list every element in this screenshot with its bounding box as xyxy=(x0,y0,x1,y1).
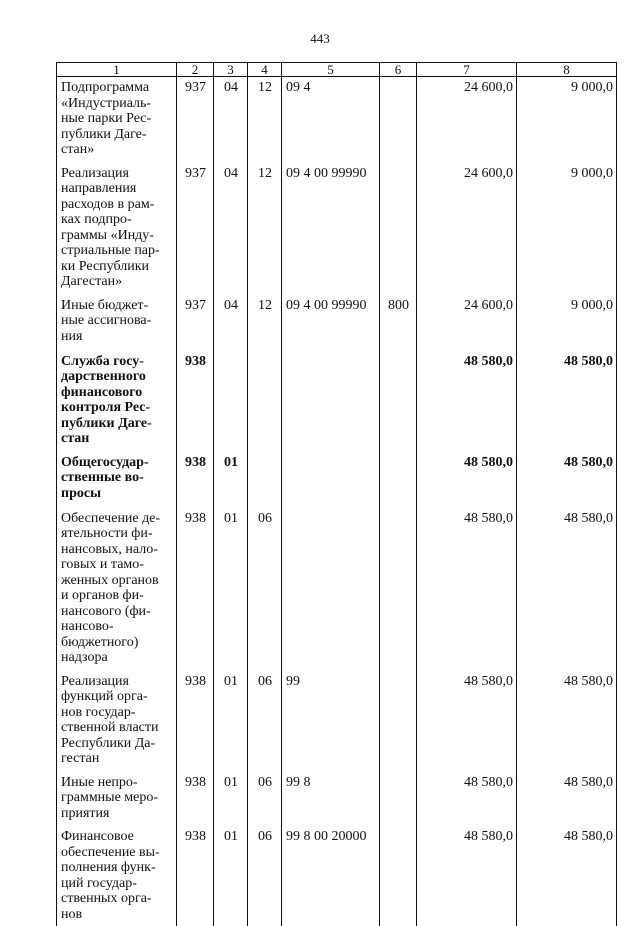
row-name-line: контроля Рес- xyxy=(61,400,173,416)
row-name-line: ственной власти xyxy=(61,720,173,736)
section-code-cell: 01 xyxy=(214,670,248,771)
amount-year1-cell: 48 580,0 xyxy=(417,507,517,670)
row-name-line: говых и тамо- xyxy=(61,557,173,573)
row-name-line: ственных орга- xyxy=(61,891,173,907)
table-header xyxy=(57,63,617,77)
row-name-line: Реализация xyxy=(61,674,173,690)
row-name-line: Иные непро- xyxy=(61,775,173,791)
column-header-2: 2 xyxy=(177,63,214,77)
subsection-code-cell xyxy=(248,451,282,507)
table-row xyxy=(57,162,617,294)
row-name-line: Служба госу- xyxy=(61,354,173,370)
row-name-line: расходов в рам- xyxy=(61,197,173,213)
admin-code-cell: 938 xyxy=(177,825,214,926)
row-name-line: просы xyxy=(61,486,173,502)
page-number: 443 xyxy=(0,31,640,47)
row-name-line: Республики Да- xyxy=(61,736,173,752)
row-name-cell xyxy=(57,162,177,294)
row-name-line: ций государ- xyxy=(61,876,173,892)
amount-year1-cell: 48 580,0 xyxy=(417,771,517,826)
row-name-cell xyxy=(57,77,177,162)
row-name-line: Обеспечение де- xyxy=(61,511,173,527)
row-name-line: «Индустриаль- xyxy=(61,96,173,112)
row-name-cell xyxy=(57,294,177,350)
section-code-cell xyxy=(214,350,248,451)
row-name-line: публики Даге- xyxy=(61,416,173,432)
row-name-line: Подпрограмма xyxy=(61,80,173,96)
target-code-cell: 99 8 xyxy=(282,771,380,826)
column-header-5: 5 xyxy=(282,63,380,77)
expense-type-cell xyxy=(380,77,417,162)
section-code-cell: 01 xyxy=(214,507,248,670)
row-name-line: Финансовое xyxy=(61,829,173,845)
amount-year2-cell: 48 580,0 xyxy=(517,507,617,670)
target-code-cell: 09 4 xyxy=(282,77,380,162)
row-name-line: нов xyxy=(61,907,173,923)
row-name-line: публики Даге- xyxy=(61,127,173,143)
subsection-code-cell: 06 xyxy=(248,670,282,771)
amount-year1-cell: 24 600,0 xyxy=(417,162,517,294)
admin-code-cell: 937 xyxy=(177,162,214,294)
admin-code-cell: 938 xyxy=(177,507,214,670)
amount-year1-cell: 48 580,0 xyxy=(417,451,517,507)
row-name-line: ные парки Рес- xyxy=(61,111,173,127)
row-name-line: направления xyxy=(61,181,173,197)
row-name-cell xyxy=(57,825,177,926)
row-name-line: функций орга- xyxy=(61,689,173,705)
expense-type-cell xyxy=(380,670,417,771)
row-name-line: обеспечение вы- xyxy=(61,845,173,861)
row-name-line: бюджетного) xyxy=(61,635,173,651)
expense-type-cell xyxy=(380,162,417,294)
admin-code-cell: 938 xyxy=(177,451,214,507)
row-name-line: и органов фи- xyxy=(61,588,173,604)
section-code-cell: 01 xyxy=(214,451,248,507)
table-body xyxy=(57,77,617,926)
table-row xyxy=(57,451,617,507)
row-name-line: полнения функ- xyxy=(61,860,173,876)
amount-year1-cell: 48 580,0 xyxy=(417,670,517,771)
column-header-6: 6 xyxy=(380,63,417,77)
amount-year2-cell: 9 000,0 xyxy=(517,294,617,350)
admin-code-cell: 937 xyxy=(177,77,214,162)
row-name-line: женных органов xyxy=(61,573,173,589)
table-row xyxy=(57,825,617,926)
budget-table xyxy=(56,62,617,926)
amount-year2-cell: 48 580,0 xyxy=(517,825,617,926)
section-code-cell: 01 xyxy=(214,825,248,926)
column-header-3: 3 xyxy=(214,63,248,77)
row-name-line: дарственного xyxy=(61,369,173,385)
row-name-line: финансового xyxy=(61,385,173,401)
section-code-cell: 01 xyxy=(214,771,248,826)
row-name-line: нансово- xyxy=(61,619,173,635)
row-name-line: стриальные пар- xyxy=(61,243,173,259)
subsection-code-cell: 06 xyxy=(248,507,282,670)
subsection-code-cell: 12 xyxy=(248,162,282,294)
amount-year1-cell: 24 600,0 xyxy=(417,294,517,350)
admin-code-cell: 938 xyxy=(177,350,214,451)
expense-type-cell xyxy=(380,451,417,507)
row-name-line: гестан xyxy=(61,751,173,767)
column-header-1: 1 xyxy=(57,63,177,77)
expense-type-cell xyxy=(380,507,417,670)
admin-code-cell: 938 xyxy=(177,771,214,826)
row-name-cell xyxy=(57,507,177,670)
table-row xyxy=(57,294,617,350)
table-row xyxy=(57,771,617,826)
column-header-8: 8 xyxy=(517,63,617,77)
target-code-cell xyxy=(282,350,380,451)
row-name-line: граммы «Инду- xyxy=(61,228,173,244)
expense-type-cell xyxy=(380,350,417,451)
amount-year1-cell: 48 580,0 xyxy=(417,350,517,451)
table-row xyxy=(57,350,617,451)
row-name-cell xyxy=(57,451,177,507)
row-name-line: ках подпро- xyxy=(61,212,173,228)
row-name-line: Реализация xyxy=(61,166,173,182)
section-code-cell: 04 xyxy=(214,162,248,294)
subsection-code-cell: 12 xyxy=(248,77,282,162)
amount-year1-cell: 24 600,0 xyxy=(417,77,517,162)
amount-year2-cell: 48 580,0 xyxy=(517,670,617,771)
table-row xyxy=(57,507,617,670)
subsection-code-cell: 06 xyxy=(248,771,282,826)
row-name-line: ные ассигнова- xyxy=(61,313,173,329)
amount-year1-cell: 48 580,0 xyxy=(417,825,517,926)
row-name-line: Иные бюджет- xyxy=(61,298,173,314)
row-name-line: ки Республики xyxy=(61,259,173,275)
target-code-cell: 99 xyxy=(282,670,380,771)
amount-year2-cell: 48 580,0 xyxy=(517,451,617,507)
expense-type-cell xyxy=(380,771,417,826)
amount-year2-cell: 9 000,0 xyxy=(517,77,617,162)
row-name-line: стан» xyxy=(61,142,173,158)
header-row xyxy=(57,63,617,77)
amount-year2-cell: 48 580,0 xyxy=(517,771,617,826)
row-name-line: приятия xyxy=(61,806,173,822)
row-name-cell xyxy=(57,771,177,826)
column-header-4: 4 xyxy=(248,63,282,77)
row-name-line: Дагестан» xyxy=(61,274,173,290)
table-row xyxy=(57,670,617,771)
column-header-7: 7 xyxy=(417,63,517,77)
table-row xyxy=(57,77,617,162)
expense-type-cell: 800 xyxy=(380,294,417,350)
row-name-cell xyxy=(57,350,177,451)
admin-code-cell: 938 xyxy=(177,670,214,771)
row-name-line: стан xyxy=(61,431,173,447)
target-code-cell: 09 4 00 99990 xyxy=(282,162,380,294)
subsection-code-cell: 12 xyxy=(248,294,282,350)
section-code-cell: 04 xyxy=(214,294,248,350)
subsection-code-cell xyxy=(248,350,282,451)
subsection-code-cell: 06 xyxy=(248,825,282,926)
row-name-line: граммные меро- xyxy=(61,790,173,806)
row-name-line: ственные во- xyxy=(61,470,173,486)
section-code-cell: 04 xyxy=(214,77,248,162)
admin-code-cell: 937 xyxy=(177,294,214,350)
row-name-line: надзора xyxy=(61,650,173,666)
amount-year2-cell: 9 000,0 xyxy=(517,162,617,294)
row-name-cell xyxy=(57,670,177,771)
row-name-line: Общегосудар- xyxy=(61,455,173,471)
target-code-cell: 09 4 00 99990 xyxy=(282,294,380,350)
row-name-line: нансовых, нало- xyxy=(61,542,173,558)
row-name-line: нов государ- xyxy=(61,705,173,721)
expense-type-cell xyxy=(380,825,417,926)
row-name-line: ния xyxy=(61,329,173,345)
row-name-line: нансового (фи- xyxy=(61,604,173,620)
target-code-cell xyxy=(282,507,380,670)
target-code-cell: 99 8 00 20000 xyxy=(282,825,380,926)
row-name-line: ятельности фи- xyxy=(61,526,173,542)
target-code-cell xyxy=(282,451,380,507)
amount-year2-cell: 48 580,0 xyxy=(517,350,617,451)
